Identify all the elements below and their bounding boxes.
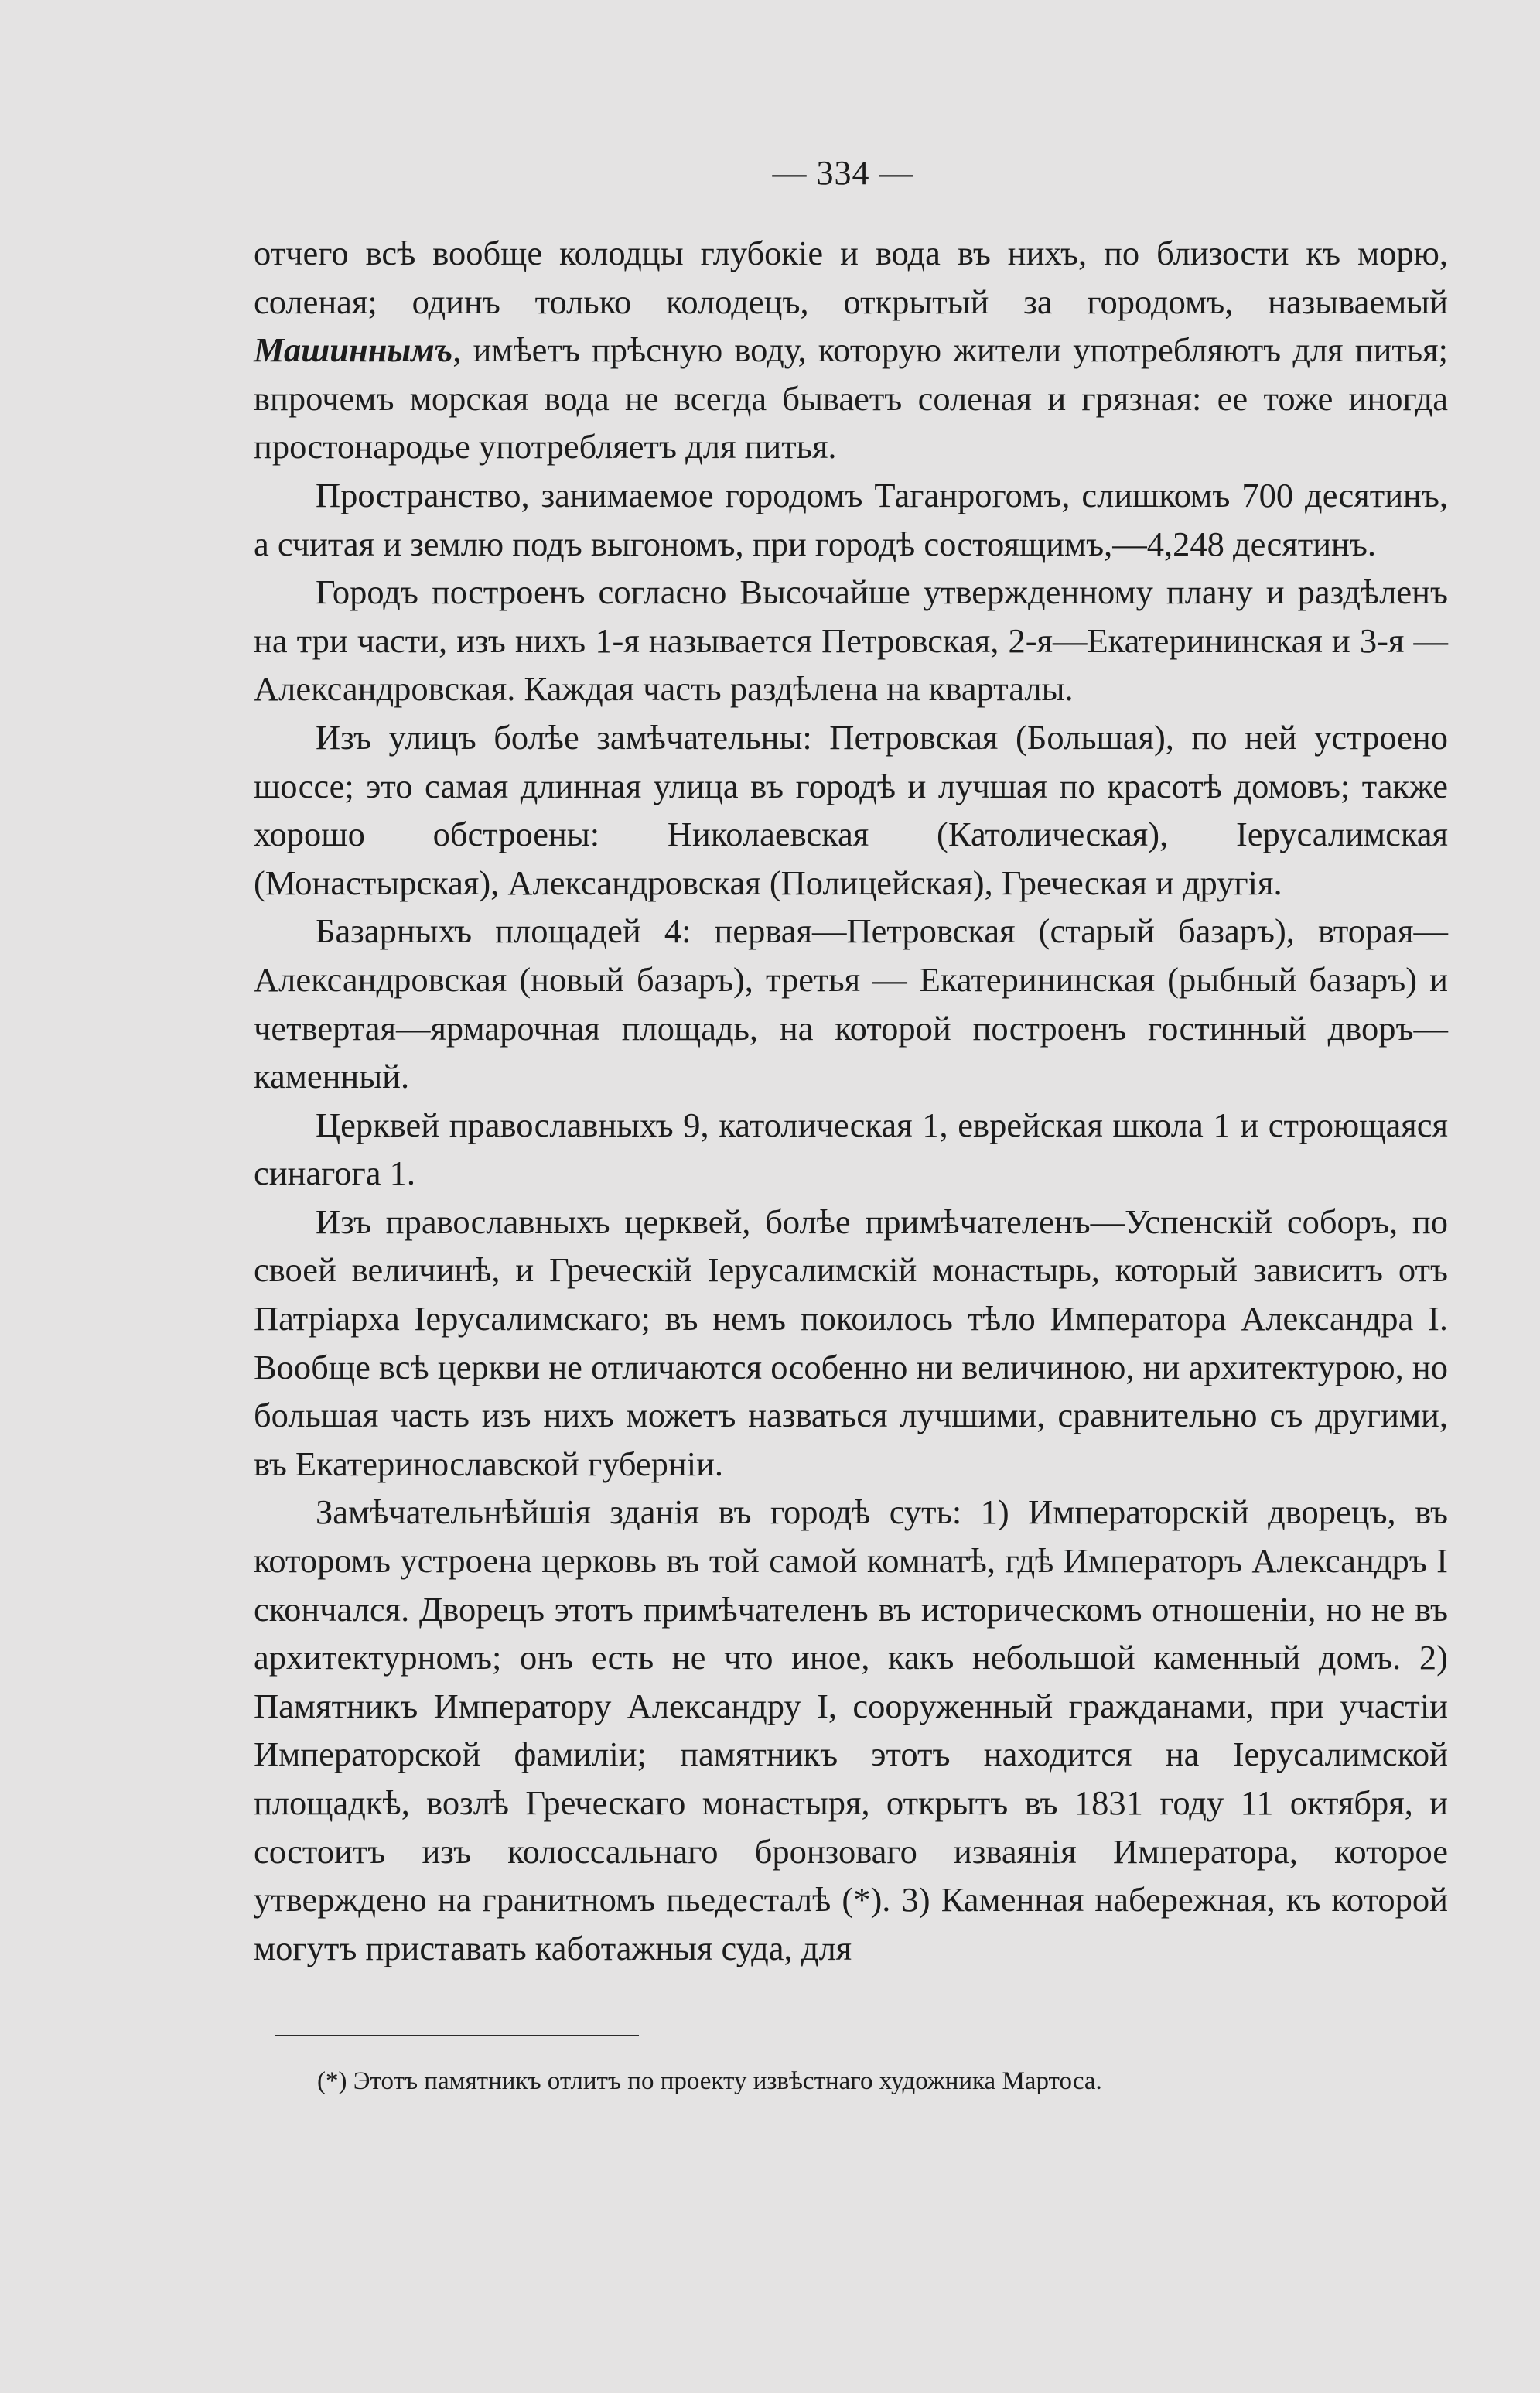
paragraph-8: Замѣчательнѣйшія зданія въ городѣ суть: 1) Императорскій дворецъ, въ которомъ устроена церковь въ той самой комнатѣ, гдѣ Императоръ Александръ I скончался. Дворецъ этотъ примѣчателенъ въ историческомъ отношеніи, но не въ архитектурномъ; онъ есть не что иное, какъ небольшой каменный домъ. 2) Памятникъ Императору Александру I, сооруженный гражданами, при участіи Императорской фамиліи; памятникъ этотъ находится на Іерусалимской площадкѣ, возлѣ Греческаго монастыря, открытъ въ 1831 году 11 октября, и состоитъ изъ колоссальнаго бронзоваго изваянія Императора, которое утверждено на гранитномъ пьедесталѣ (*). 3) Каменная набережная, къ которой могутъ приставать каботажныя суда, для (254, 1492, 1448, 1967)
emphasized-word: Машиннымъ (254, 330, 453, 370)
paragraph-3: Городъ построенъ согласно Высочайше утвержденному плану и раздѣленъ на три части, изъ нихъ 1-я называется Петровская, 2-я—Екатерининская и 3-я — Александровская. Каждая часть раздѣлена на кварталы. (254, 573, 1448, 709)
paragraph-6: Церквей православныхъ 9, католическая 1, еврейская школа 1 и строющаяся синагога 1. (254, 1105, 1448, 1193)
footnote: (*) Этотъ памятникъ отлитъ по проекту извѣстнаго художника Мартоса. (317, 2067, 1102, 2095)
body-text (254, 229, 1448, 1972)
page-number: — 334 — (772, 154, 914, 192)
paragraph-2: Пространство, занимаемое городомъ Таганрогомъ, слишкомъ 700 десятинъ, а считая и землю подъ выгономъ, при городѣ состоящимъ,—4,248 десятинъ. (254, 475, 1448, 563)
paragraph-4: Изъ улицъ болѣе замѣчательны: Петровская (Большая), по ней устроено шоссе; это самая длинная улица въ городѣ и лучшая по красотѣ домовъ; также хорошо обстроены: Николаевская (Католическая), Іерусалимская (Монастырская), Александровская (Полицейская), Греческая и другія. (254, 717, 1448, 902)
paragraph-1-after: , имѣетъ прѣсную воду, которую жители употребляютъ для питья; впрочемъ морская вода не всегда бываетъ соленая и грязная: ее тоже иногда простонародье употребляетъ для питья. (254, 330, 1448, 467)
paragraph-1 (254, 229, 1448, 471)
footnote-divider (275, 2035, 639, 2036)
paragraph-5: Базарныхъ площадей 4: первая—Петровская (старый базаръ), вторая—Александровская (новый базаръ), третья — Екатерининская (рыбный базаръ) и четвертая—ярмарочная площадь, на которой построенъ гостинный дворъ—каменный. (254, 911, 1448, 1096)
paragraph-1-before: отчего всѣ вообще колодцы глубокіе и вода въ нихъ, по близости къ морю, соленая; одинъ только колодецъ, открытый за городомъ, называемый (254, 234, 1448, 321)
paragraph-7: Изъ православныхъ церквей, болѣе примѣчателенъ—Успенскій соборъ, по своей величинѣ, и Греческій Іерусалимскій монастырь, который зависитъ отъ Патріарха Іерусалимскаго; въ немъ покоилось тѣло Императора Александра I. Вообще всѣ церкви не отличаются особенно ни величиною, ни архитектурою, но большая часть изъ нихъ можетъ назваться лучшими, сравнительно съ другими, въ Екатеринославской губерніи. (254, 1202, 1448, 1483)
